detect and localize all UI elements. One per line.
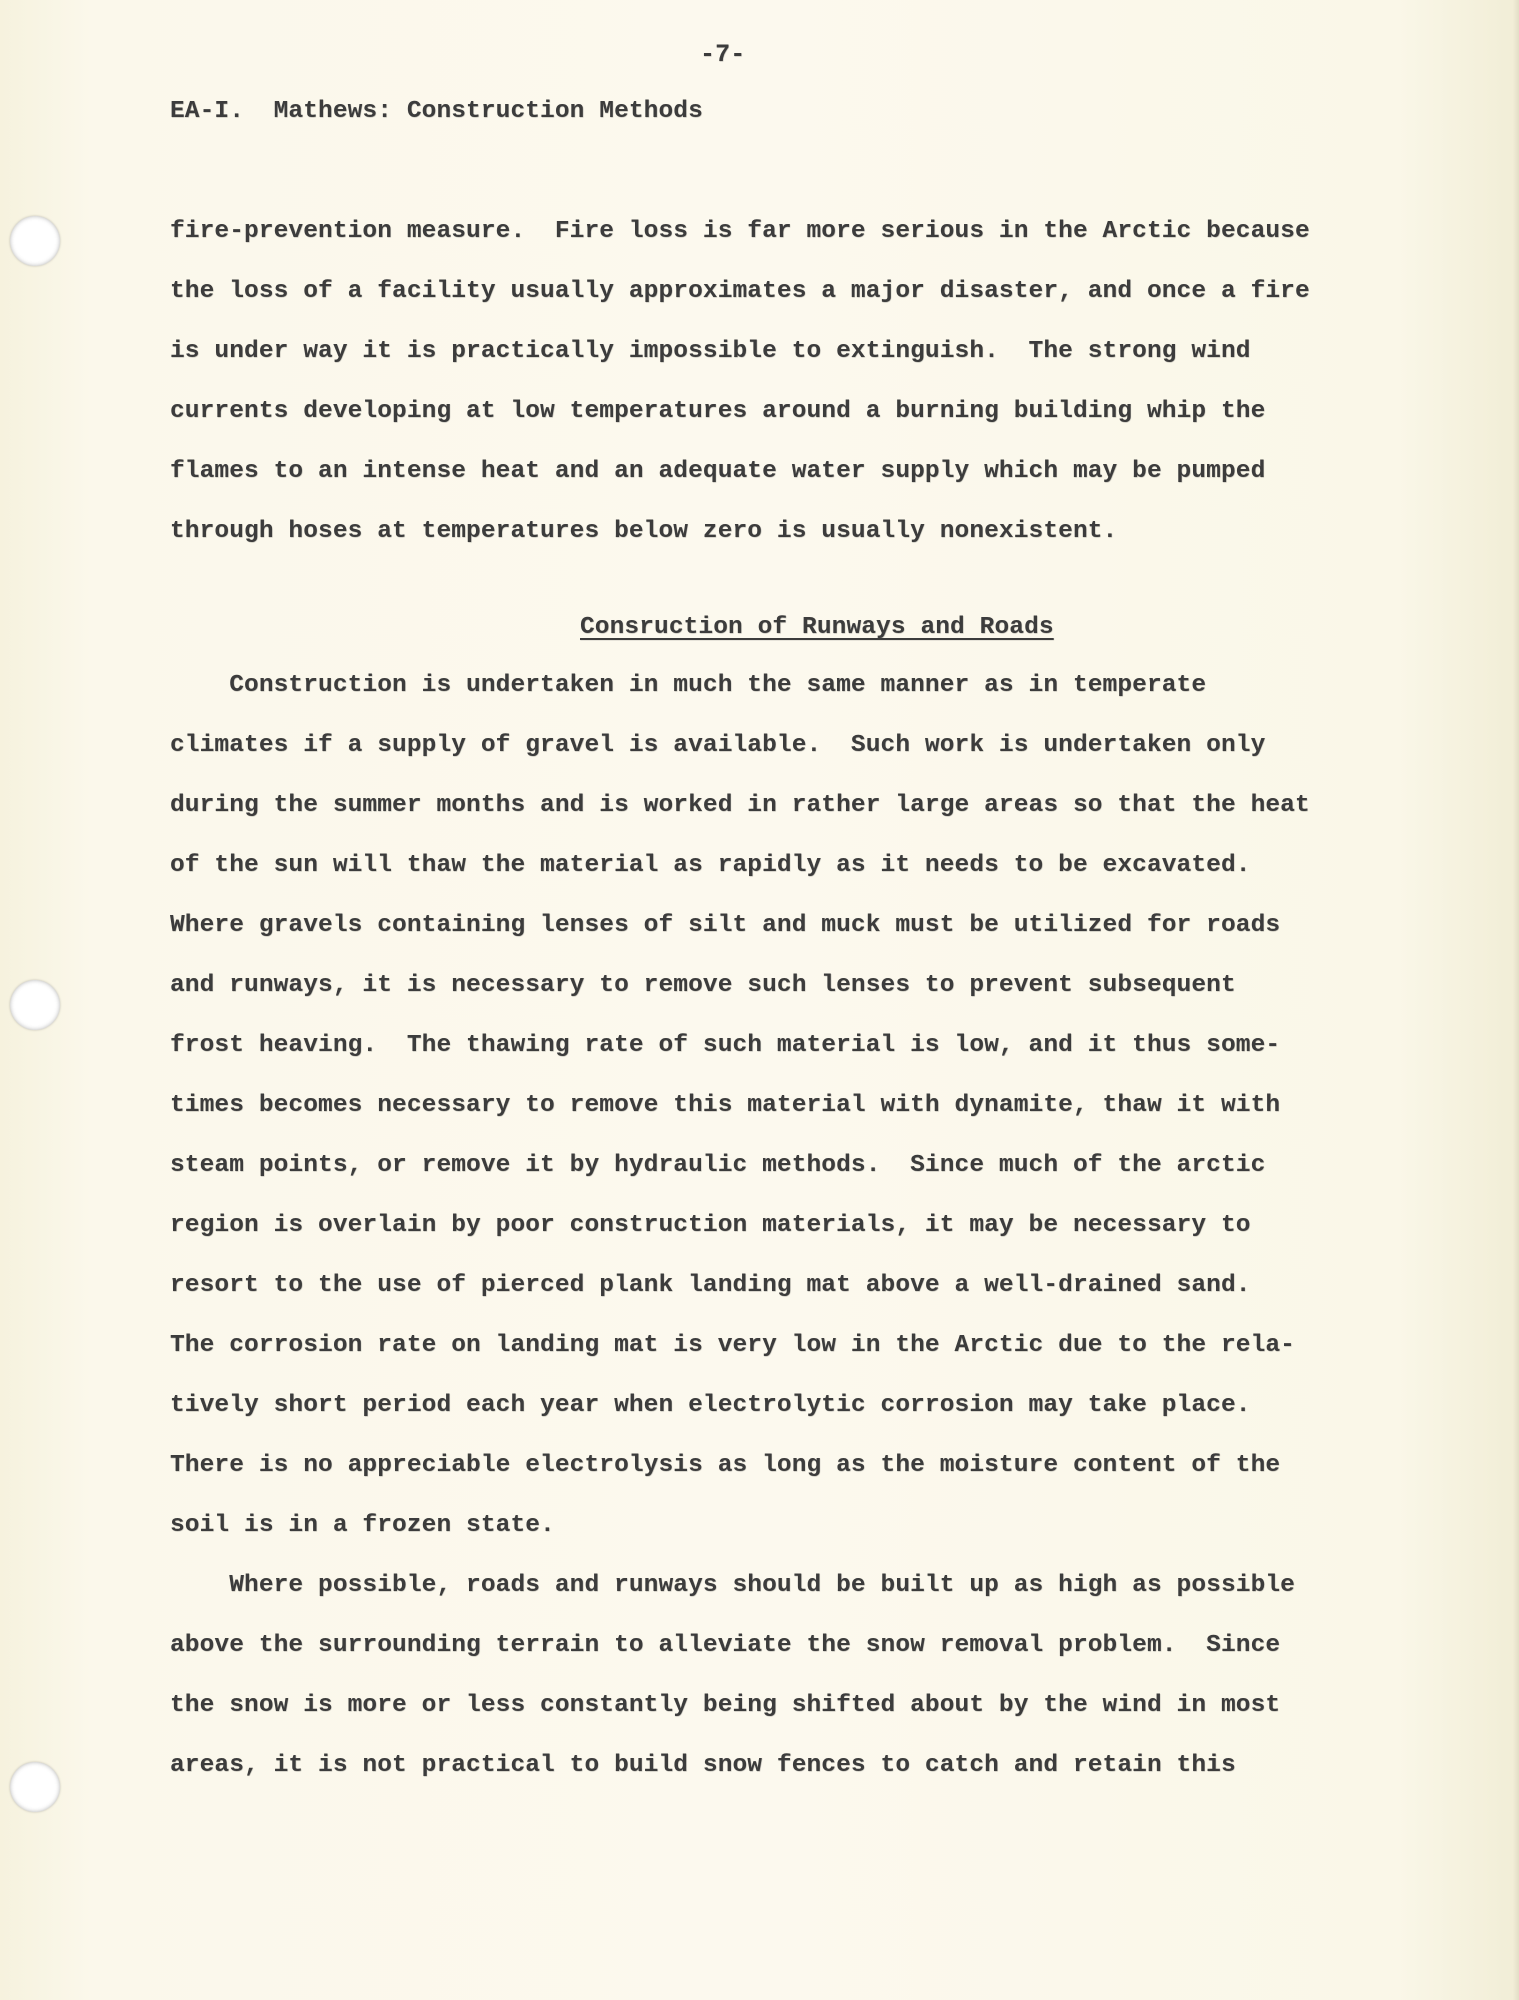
binder-hole-top — [10, 216, 60, 266]
paragraph-3-line: Where possible, roads and runways should be built up as high as possible — [170, 1572, 1295, 1599]
paragraph-2-line: climates if a supply of gravel is available. Such work is undertaken only — [170, 732, 1266, 759]
paragraph-1-line: the loss of a facility usually approximates a major disaster, and once a fire — [170, 278, 1310, 305]
paragraph-3-line: areas, it is not practical to build snow fences to catch and retain this — [170, 1752, 1236, 1779]
paragraph-2-line: frost heaving. The thawing rate of such material is low, and it thus some- — [170, 1032, 1281, 1059]
page-number: -7- — [700, 40, 746, 69]
page-edge-shadow — [1513, 0, 1519, 2000]
paragraph-1-line: fire-prevention measure. Fire loss is far more serious in the Arctic because — [170, 218, 1310, 245]
paragraph-2-line: tively short period each year when electrolytic corrosion may take place. — [170, 1392, 1251, 1419]
paragraph-2-line: There is no appreciable electrolysis as long as the moisture content of the — [170, 1452, 1281, 1479]
paragraph-1-line: currents developing at low temperatures around a burning building whip the — [170, 398, 1266, 425]
paragraph-2-line: resort to the use of pierced plank landing mat above a well-drained sand. — [170, 1272, 1251, 1299]
paragraph-2-line: of the sun will thaw the material as rapidly as it needs to be excavated. — [170, 852, 1251, 879]
paragraph-2-line: region is overlain by poor construction materials, it may be necessary to — [170, 1212, 1251, 1239]
paragraph-2-line: and runways, it is necessary to remove such lenses to prevent subsequent — [170, 972, 1236, 999]
paragraph-2-line: Construction is undertaken in much the same manner as in temperate — [170, 672, 1207, 699]
paragraph-3-line: above the surrounding terrain to alleviate the snow removal problem. Since — [170, 1632, 1281, 1659]
binder-hole-bottom — [10, 1762, 60, 1812]
paragraph-1-line: through hoses at temperatures below zero is usually nonexistent. — [170, 518, 1118, 545]
paragraph-2-line: soil is in a frozen state. — [170, 1512, 555, 1539]
paragraph-2-line: The corrosion rate on landing mat is very low in the Arctic due to the rela- — [170, 1332, 1295, 1359]
paragraph-2-line: steam points, or remove it by hydraulic methods. Since much of the arctic — [170, 1152, 1266, 1179]
paragraph-3-line: the snow is more or less constantly being shifted about by the wind in most — [170, 1692, 1281, 1719]
paragraph-2-line: times becomes necessary to remove this material with dynamite, thaw it with — [170, 1092, 1281, 1119]
paragraph-2-line: Where gravels containing lenses of silt and muck must be utilized for roads — [170, 912, 1281, 939]
document-header: EA-I. Mathews: Construction Methods — [170, 98, 703, 125]
paragraph-1-line: flames to an intense heat and an adequate water supply which may be pumped — [170, 458, 1266, 485]
section-title: Consruction of Runways and Roads — [580, 614, 1054, 641]
binder-hole-middle — [10, 980, 60, 1030]
paragraph-2-line: during the summer months and is worked in rather large areas so that the heat — [170, 792, 1310, 819]
paragraph-1-line: is under way it is practically impossible to extinguish. The strong wind — [170, 338, 1251, 365]
